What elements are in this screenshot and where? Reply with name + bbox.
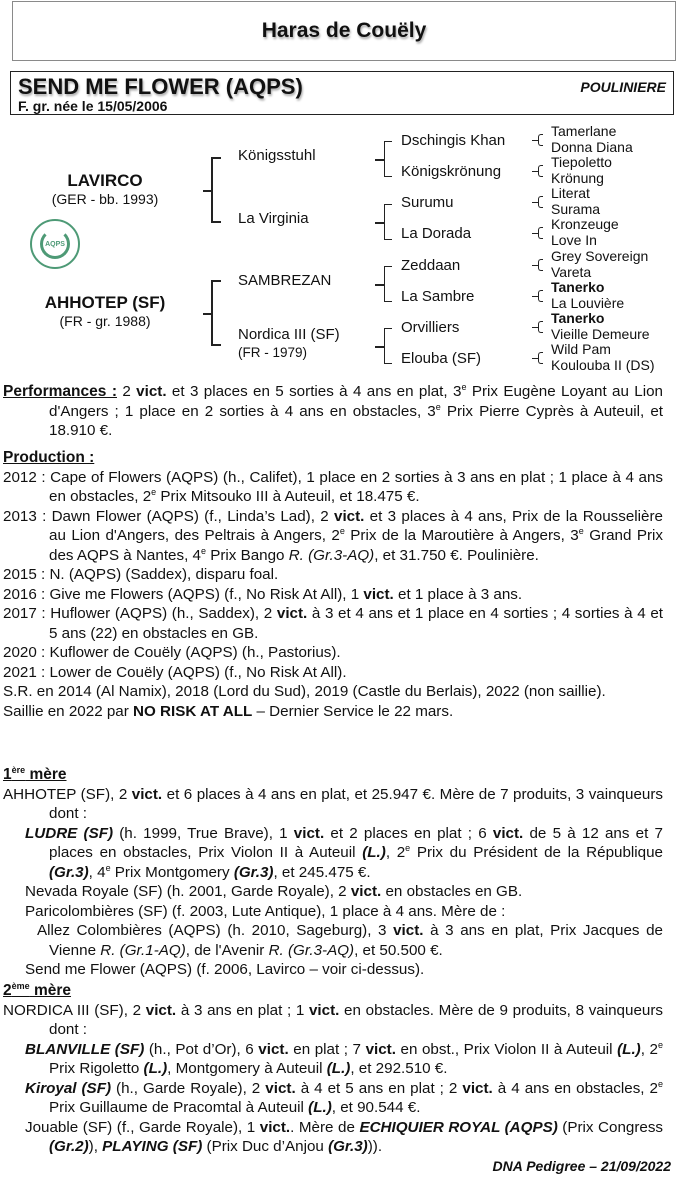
gen4-item: Koulouba II (DS) bbox=[551, 357, 655, 373]
bracket-icon bbox=[538, 321, 543, 333]
bracket-icon bbox=[538, 134, 543, 146]
dam-info: (FR - gr. 1988) bbox=[59, 313, 151, 329]
bracket-icon bbox=[538, 196, 543, 208]
gen4-item: Surama bbox=[551, 201, 601, 217]
produce-item: LUDRE (SF) (h. 1999, True Brave), 1 vict. et 2 places en plat ; 6 vict. de 5 à 12 ans et 7 places en obstacles, Prix Violon II à Auteuil (L.), 2e Prix du Président de la République (Gr.3), 4e Prix Montgomery (Gr.3), et 245.475 €. bbox=[25, 824, 663, 881]
produce-item: Allez Colombières (AQPS) (h. 2010, Sageburg), 3 vict. à 3 ans en plat, Prix Jacques de Vienne R. (Gr.1-AQ), de l'Avenir R. (Gr.3-AQ), et 50.500 €. bbox=[37, 922, 663, 959]
bracket-icon bbox=[384, 266, 392, 302]
gen2-item: La Virginia bbox=[238, 210, 309, 227]
production-saillie: Saillie en 2022 par NO RISK AT ALL – Dernier Service le 22 mars. bbox=[3, 702, 454, 720]
bracket-icon bbox=[538, 227, 543, 239]
bracket-icon bbox=[538, 352, 543, 364]
dam-name: AHHOTEP (SF) bbox=[44, 293, 166, 312]
produce-item: Nevada Royale (SF) (h. 2001, Garde Royale), 2 vict. en obstacles en GB. bbox=[25, 883, 523, 900]
gen3-item: La Sambre bbox=[401, 288, 475, 305]
gen4-item: Kronzeuge bbox=[551, 216, 619, 232]
dam bbox=[30, 293, 180, 329]
aqps-logo bbox=[30, 219, 80, 269]
gen4-item: Grey Sovereign bbox=[551, 248, 649, 264]
bracket-icon bbox=[538, 259, 543, 271]
performances-section: Performances : 2 vict. et 3 places en 5 sorties à 4 ans en plat, 3e Prix Eugène Loyant au Lion d'Angers ; 1 place en 2 sorties à 4 ans en obstacles, 3e Prix Pierre Cyprès à Auteuil, et 18.910 €. bbox=[3, 381, 663, 439]
performances-heading: Performances : bbox=[3, 383, 117, 400]
production-item: 2015 : N. (AQPS) (Saddex), disparu foal. bbox=[3, 566, 279, 583]
horse-name: SEND ME FLOWER (AQPS) bbox=[18, 74, 303, 99]
mere1-section: 1ère mère AHHOTEP (SF), 2 vict. et 6 places à 4 ans en plat, et 25.947 €. Mère de 7 produits, 3 vainqueurs dont : LUDRE (SF) (h. 1999, True Brave), 1 vict. et 2 places en plat ; 6 vict. de 5 à 12 ans et 7 places en obstacles, Prix Violon II à Auteuil (L.), 2e Prix du Président de la République (Gr.3), 4e Prix Montgomery (Gr.3), et 245.475 €. Nevada Royale (SF) (h. 2001, Garde Royale), 2 vict. en obstacles en GB. Paricolombières (SF) (f. 2003, Lute Antique), 1 place à 4 ans. Mère de : Allez Colombières (AQPS) (h. 2010, Sageburg), 3 vict. à 3 ans en plat, Prix Jacques de Vienne R. (Gr.1-AQ), de l'Avenir R. (Gr.3-AQ), et 50.500 €. Send me Flower (AQPS) (f. 2006, Lavirco – voir ci-dessus). bbox=[3, 764, 663, 978]
gen2-item: Nordica III (SF) bbox=[238, 326, 340, 343]
bracket-icon bbox=[384, 141, 392, 177]
mere1-heading: 1ère mère bbox=[3, 764, 67, 783]
production-item: 2013 : Dawn Flower (AQPS) (f., Linda’s Lad), 2 vict. et 3 places à 4 ans, Prix de la Rousselière au Lion d'Angers, des Peltrais à Angers, 2e Prix de la Maroutière à Angers, 3e Grand Prix des AQPS à Nantes, 4e Prix Bango R. (Gr.3-AQ), et 31.750 €. Poulinière. bbox=[3, 507, 663, 564]
gen2-info: (FR - 1979) bbox=[238, 345, 308, 360]
bracket-icon bbox=[211, 157, 221, 223]
mere2-heading: 2ème mère bbox=[3, 980, 72, 999]
gen3-item: Zeddaan bbox=[401, 257, 461, 274]
gen4-item: Wild Pam bbox=[551, 341, 611, 357]
gen3-item: Dschingis Khan bbox=[401, 132, 506, 149]
gen4-item: La Louvière bbox=[551, 295, 625, 311]
bracket-icon bbox=[384, 328, 392, 364]
produce-item: Jouable (SF) (f., Garde Royale), 1 vict.. Mère de ECHIQUIER ROYAL (AQPS) (Prix Congress (Gr.2)), PLAYING (SF) (Prix Duc d’Anjou (Gr.3))). bbox=[25, 1118, 664, 1155]
gen4-item: Literat bbox=[551, 185, 590, 201]
production-sr: S.R. en 2014 (Al Namix), 2018 (Lord du Sud), 2019 (Castle du Berlais), 2022 (non saillie). bbox=[3, 683, 606, 700]
bracket-icon bbox=[538, 290, 543, 302]
gen4-item: Vieille Demeure bbox=[551, 326, 650, 342]
production-item: 2016 : Give me Flowers (AQPS) (f., No Risk At All), 1 vict. et 1 place à 3 ans. bbox=[3, 585, 523, 603]
production-item: 2021 : Lower de Couëly (AQPS) (f., No Risk At All). bbox=[3, 663, 347, 681]
produce-item: Send me Flower (AQPS) (f. 2006, Lavirco – voir ci-dessus). bbox=[25, 961, 425, 978]
bracket-icon bbox=[538, 165, 543, 177]
horse-status: POULINIERE bbox=[580, 79, 666, 95]
gen4-item: Krönung bbox=[551, 170, 604, 186]
sire-name: LAVIRCO bbox=[67, 171, 143, 190]
farm-title: Haras de Couëly bbox=[261, 19, 427, 42]
gen3-item: Elouba (SF) bbox=[401, 350, 482, 367]
farm-header bbox=[12, 1, 676, 61]
gen4-item: Tanerko bbox=[551, 279, 605, 295]
gen4-item: Donna Diana bbox=[551, 139, 633, 155]
production-item: 2012 : Cape of Flowers (AQPS) (h., Califet), 1 place en 2 sorties à 3 ans en plat ; 1 place à 4 ans en obstacles, 2e Prix Mitsouko III à Auteuil, et 18.475 €. bbox=[3, 468, 663, 505]
production-section bbox=[3, 448, 663, 721]
production-item: 2017 : Huflower (AQPS) (h., Saddex), 2 vict. à 3 et 4 ans et 1 place en 4 sorties ; 4 sorties à 4 et 5 ans (22) en obstacles en GB. bbox=[3, 605, 663, 642]
logo-text: AQPS bbox=[45, 240, 65, 248]
production-item: 2020 : Kuflower de Couëly (AQPS) (h., Pastorius). bbox=[3, 644, 341, 661]
production-heading: Production : bbox=[3, 449, 95, 466]
gen4-item: Vareta bbox=[551, 264, 592, 280]
gen3-item: Surumu bbox=[401, 194, 454, 211]
horse-description: F. gr. née le 15/05/2006 bbox=[18, 98, 168, 114]
gen4-item: Love In bbox=[551, 232, 597, 248]
gen4-item: Tamerlane bbox=[551, 123, 617, 139]
gen3-item: Orvilliers bbox=[401, 319, 460, 336]
gen3-item: La Dorada bbox=[401, 225, 472, 242]
horseshoe-icon bbox=[40, 229, 70, 259]
gen3-item: Königskrönung bbox=[401, 163, 502, 180]
footer-source: DNA Pedigree – 21/09/2022 bbox=[492, 1158, 671, 1174]
sire bbox=[30, 171, 180, 207]
gen4-item: Tiepoletto bbox=[551, 154, 612, 170]
gen2-item: SAMBREZAN bbox=[238, 272, 332, 289]
bracket-icon bbox=[211, 280, 221, 346]
bracket-icon bbox=[384, 204, 392, 240]
produce-item: Paricolombières (SF) (f. 2003, Lute Antique), 1 place à 4 ans. Mère de : bbox=[25, 902, 506, 920]
mere2-section: 2ème mère NORDICA III (SF), 2 vict. à 3 ans en plat ; 1 vict. en obstacles. Mère de 9 produits, 8 vainqueurs dont : BLANVILLE (SF) (h., Pot d’Or), 6 vict. en plat ; 7 vict. en obst., Prix Violon II à Auteuil (L.), 2e Prix Rigoletto (L.), Montgomery à Auteuil (L.), et 292.510 €. Kiroyal (SF) (h., Garde Royale), 2 vict. à 4 et 5 ans en plat ; 2 vict. à 4 ans en obstacles, 2e Prix Guillaume de Pracomtal à Auteuil (L.), et 90.544 €. Jouable (SF) (f., Garde Royale), 1 vict.. Mère de ECHIQUIER ROYAL (AQPS) (Prix Congress (Gr.2)), PLAYING (SF) (Prix Duc d’Anjou (Gr.3))). bbox=[3, 980, 664, 1155]
produce-item: Kiroyal (SF) (h., Garde Royale), 2 vict. à 4 et 5 ans en plat ; 2 vict. à 4 ans en obstacles, 2e Prix Guillaume de Pracomtal à Auteuil (L.), et 90.544 €. bbox=[25, 1078, 663, 1116]
horse-header bbox=[10, 71, 674, 115]
sire-info: (GER - bb. 1993) bbox=[51, 191, 159, 207]
gen4-item: Tanerko bbox=[551, 310, 605, 326]
gen2-item: Königsstuhl bbox=[238, 147, 316, 164]
produce-item: BLANVILLE (SF) (h., Pot d’Or), 6 vict. en plat ; 7 vict. en obst., Prix Violon II à Auteuil (L.), 2e Prix Rigoletto (L.), Montgomery à Auteuil (L.), et 292.510 €. bbox=[25, 1039, 663, 1077]
